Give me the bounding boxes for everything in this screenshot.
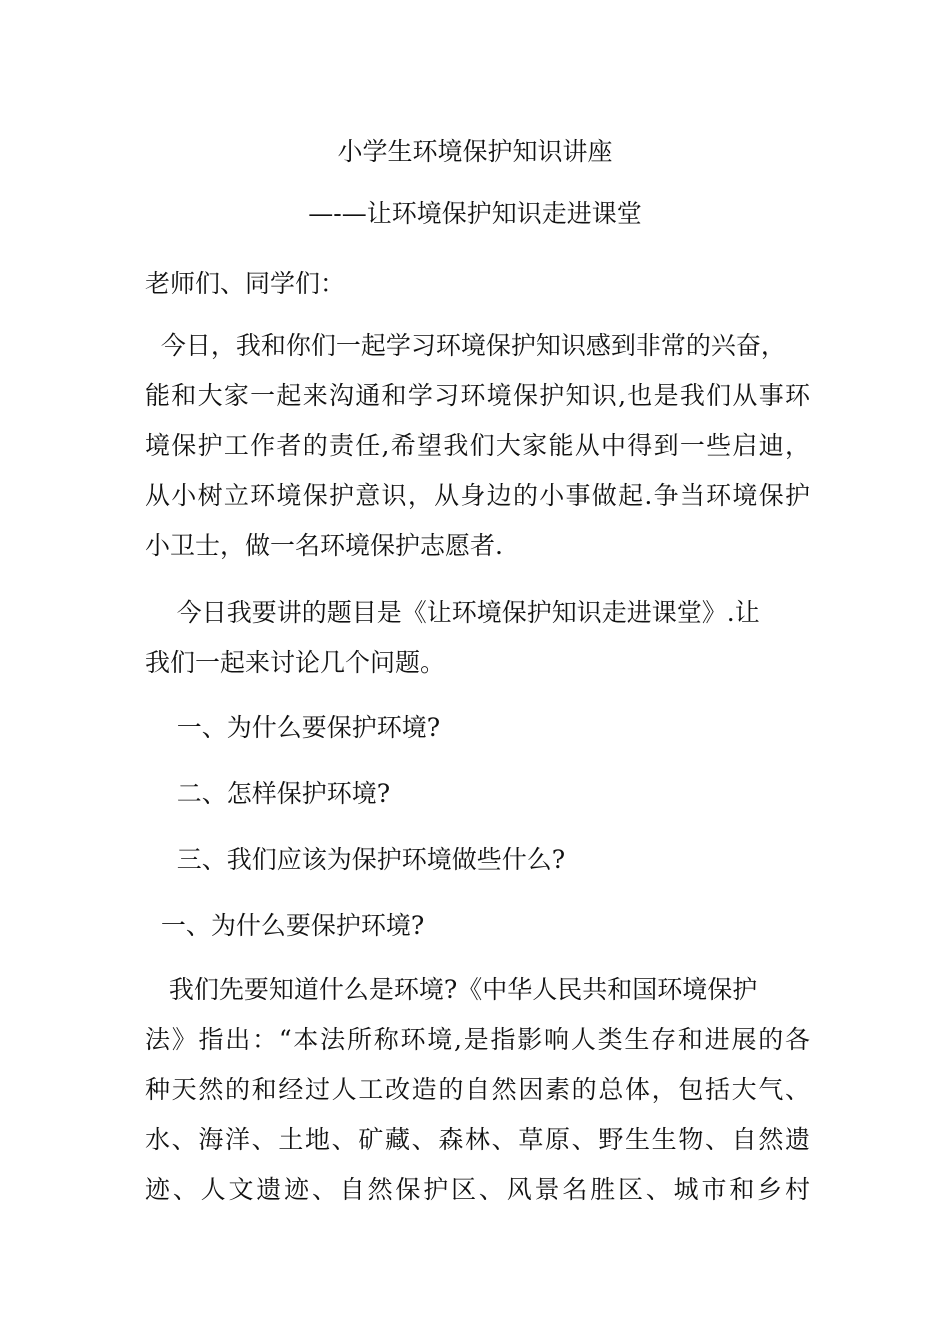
salutation: 老师们、同学们： <box>145 269 346 298</box>
paragraph-line: 我们一起来讨论几个问题。 <box>145 648 446 677</box>
outline-item: 一、为什么要保护环境? <box>145 713 441 742</box>
paragraph-line: 法》指出：“本法所称环境,是指影响人类生存和进展的各 <box>145 1025 810 1054</box>
paragraph-line: 我们先要知道什么是环境?《中华人民共和国环境保护 <box>145 975 758 1004</box>
paragraph-line: 迹、人文遗迹、自然保护区、风景名胜区、城市和乡村 <box>145 1175 810 1204</box>
paragraph-line: 水、海洋、土地、矿藏、森林、草原、野生生物、自然遗 <box>145 1125 810 1154</box>
document-title: 小学生环境保护知识讲座 <box>337 137 613 166</box>
section-heading: 一、为什么要保护环境? <box>145 911 425 940</box>
paragraph-line: 境保护工作者的责任,希望我们大家能从中得到一些启迪， <box>145 431 810 460</box>
paragraph-line: 小卫士，做一名环境保护志愿者. <box>145 531 503 560</box>
document-subtitle: —-—让环境保护知识走进课堂 <box>308 199 642 228</box>
paragraph-line: 种天然的和经过人工改造的自然因素的总体，包括大气、 <box>145 1075 810 1104</box>
paragraph-line: 能和大家一起来沟通和学习环境保护知识,也是我们从事环 <box>145 381 810 410</box>
paragraph-line: 今日我要讲的题目是《让环境保护知识走进课堂》.让 <box>145 598 760 627</box>
outline-item: 三、我们应该为保护环境做些什么? <box>145 845 566 874</box>
paragraph-line: 从小树立环境保护意识，从身边的小事做起.争当环境保护 <box>145 481 810 510</box>
outline-item: 二、怎样保护环境? <box>145 779 391 808</box>
paragraph-line: 今日，我和你们一起学习环境保护知识感到非常的兴奋， <box>145 331 786 360</box>
